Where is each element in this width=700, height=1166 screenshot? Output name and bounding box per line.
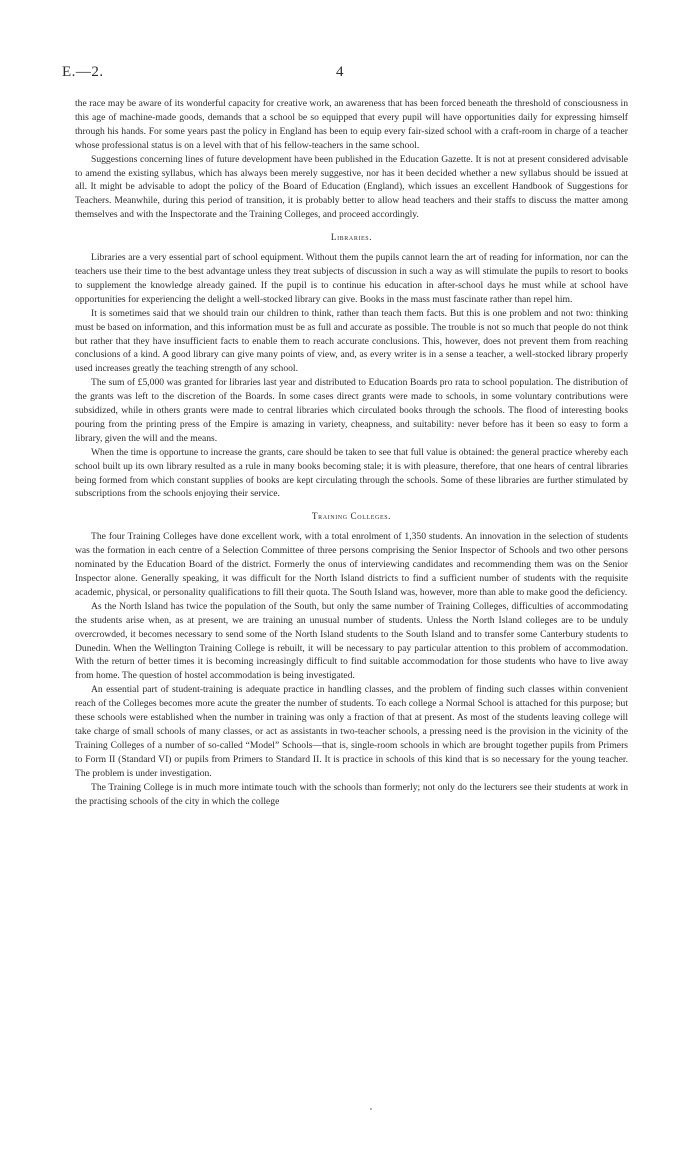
section-heading-libraries: Libraries. (330, 232, 373, 243)
paragraph: the race may be aware of its wonderful capacity for creative work, an awareness that has been forced beneath the threshold of consciousness in this age of machine-made goods, demands that a school be so equipped that every pupil will have opportunities daily for expressing himself through his hands. For some years past the policy in England has been to equip every fair-sized school with a craft-room in charge of a teacher whose professional status is on a level with that of his fellow-teachers in the same school. (75, 98, 628, 151)
footer-mark (370, 1108, 372, 1110)
paragraph: Libraries are a very essential part of school equipment. Without them the pupils cannot learn the art of reading for information, nor can the teachers use their time to the best advantage unless they treat subjects of discussion in such a way as will stimulate the pupils to resort to books to supplement the knowledge already gained. If the pupil is to continue his education in after-school days he must while at school have opportunities for experiencing the delight a well-stocked library can give. Books in the mass must fascinate rather than repel him. (75, 252, 628, 305)
page-body (75, 97, 628, 808)
paragraph: Suggestions concerning lines of future development have been published in the Education Gazette. It is not at present considered advisable to amend the existing syllabus, which has always been merely suggestive, nor has it been decided whether a new syllabus should be issued at all. It might be advisable to adopt the policy of the Board of Education (England), which issues an excellent Handbook of Suggestions for Teachers. Meanwhile, during this period of transition, it is probably better to allow head teachers and their staffs to discuss the matter among themselves and with the Inspectorate and the Training Colleges, and proceed accordingly. (75, 153, 628, 221)
paragraph: An essential part of student-training is adequate practice in handling classes, and the problem of finding such classes within convenient reach of the Colleges becomes more acute the greater the number of students. To each college a Normal School is attached for this purpose; but these schools were established when the number in training was only a fraction of that at present. As most of the students leaving college will take charge of small schools of many classes, or act as assistants in two-teacher schools, a pressing need is the provision in the vicinity of the Training Colleges of a number of so-called “Model” Schools—that is, single-room schools in which are brought together pupils from Primers to Form II (Standard VI) or pupils from Primers to Standard II. It is practice in schools of this kind that is so necessary for the young teacher. The problem is under investigation. (75, 684, 628, 779)
paragraph: The Training College is in much more intimate touch with the schools than formerly; not only do the lecturers see their students at work in the practising schools of the city in which the college (75, 781, 628, 807)
paragraph: It is sometimes said that we should train our children to think, rather than teach them facts. But this is one problem and not two: thinking must be based on information, and this information must be as full and accurate as possible. The trouble is not so much that people do not think but rather that they have insufficient facts to enable them to reach accurate conclusions. This, however, does not prevent them from reaching conclusions of a kind. A good library can give many points of view, and, as every writer is in a sense a teacher, a well-stocked library properly used increases greatly the teaching strength of any school. (75, 307, 628, 375)
page-number: 4 (336, 64, 344, 80)
paragraph: As the North Island has twice the population of the South, but only the same number of Training Colleges, difficulties of accommodating the students arise when, as at present, we are training an unusual number of students. Unless the North Island colleges are to be unduly overcrowded, it becomes necessary to send some of the North Island students to the South Island and to transfer some Canterbury students to Dunedin. When the Wellington Training College is rebuilt, it will be necessary to pay particular attention to this problem of accommodation. With the return of better times it is becoming increasingly difficult to find suitable accommodation for those students who have to live away from home. The question of hostel accommodation is being investigated. (75, 600, 628, 682)
paragraph: When the time is opportune to increase the grants, care should be taken to see that full value is obtained: the general practice whereby each school built up its own library resulted as a rule in many books becoming stale; it is with pleasure, therefore, that one hears of central libraries being formed from which constant supplies of books are kept circulating through the schools. Some of these libraries are further stimulated by subscriptions from the schools enjoying their service. (75, 446, 628, 500)
paragraph: The four Training Colleges have done excellent work, with a total enrolment of 1,350 students. An innovation in the selection of students was the formation in each centre of a Selection Committee of three persons comprising the Senior Inspector of Schools and two other persons nominated by the Education Board of the district. Formerly the onus of interviewing candidates and recommending them was on the Senior Inspector alone. Generally speaking, it was difficult for the North Island districts to find a sufficient number of students with the requisite academic, physical, or personality qualifications to fill their quota. The South Island was, however, more than able to make good the deficiency. (75, 531, 628, 598)
section-heading-training-colleges: Training Colleges. (311, 511, 392, 522)
paragraph: The sum of £5,000 was granted for libraries last year and distributed to Education Boards pro rata to school population. The distribution of the grants was left to the discretion of the Boards. In some cases direct grants were made to schools, in some voluntary contributions were subsidized, while in others grants were made to central libraries which circulated books through the schools. The flood of interesting books pouring from the printing press of the Empire is amazing in variety, cheapness, and suitability: never before has it been so easy to form a library, given the will and the means. (75, 377, 628, 444)
report-code: E.—2. (62, 64, 104, 80)
